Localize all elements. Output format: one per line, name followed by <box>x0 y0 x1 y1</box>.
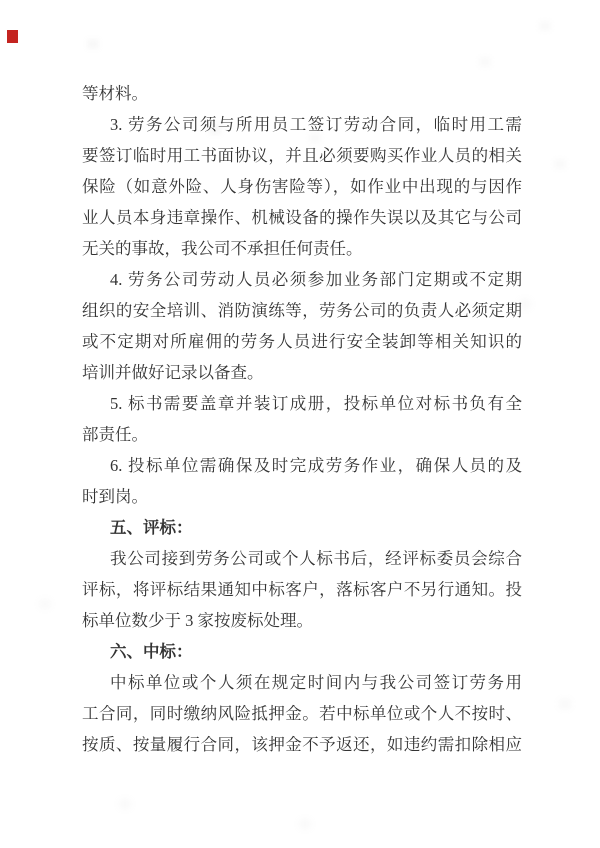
text-line: 要签订临时用工书面协议，并且必须要购买作业人员的相关 <box>82 146 522 165</box>
section-heading: 六、中标： <box>110 642 193 661</box>
text-line: 5. 标书需要盖章并装订成册，投标单位对标书负有全 <box>110 394 522 413</box>
text-line: 培训并做好记录以备查。 <box>82 363 264 382</box>
text-line: 中标单位或个人须在规定时间内与我公司签订劳务用 <box>110 673 522 692</box>
text-line: 4. 劳务公司劳动人员必须参加业务部门定期或不定期 <box>110 270 522 289</box>
text-line: 按质、按量履行合同，该押金不予返还，如违约需扣除相应 <box>82 735 522 754</box>
text-line: 评标，将评标结果通知中标客户，落标客户不另行通知。投 <box>82 580 522 599</box>
text-line: 或不定期对所雇佣的劳务人员进行安全装卸等相关知识的 <box>82 332 522 351</box>
text-line: 6. 投标单位需确保及时完成劳务作业，确保人员的及 <box>110 456 522 475</box>
text-line: 标单位数少于 3 家按废标处理。 <box>82 611 313 630</box>
section-heading: 五、评标： <box>110 518 193 537</box>
text-line: 业人员本身违章操作、机械设备的操作失误以及其它与公司 <box>82 208 522 227</box>
text-line: 3. 劳务公司须与所用员工签订劳动合同，临时用工需 <box>110 115 522 134</box>
text-line: 无关的事故，我公司不承担任何责任。 <box>82 239 363 258</box>
text-line: 我公司接到劳务公司或个人标书后，经评标委员会综合 <box>110 549 522 568</box>
red-stamp-mark-icon <box>7 30 18 43</box>
text-line: 等材料。 <box>82 84 148 103</box>
scan-noise-artifacts <box>0 0 10 8</box>
text-line: 组织的安全培训、消防演练等，劳务公司的负责人必须定期 <box>82 301 522 320</box>
text-line: 部责任。 <box>82 425 148 444</box>
text-line: 保险（如意外险、人身伤害险等），如作业中出现的与因作 <box>82 177 522 196</box>
document-text-block <box>82 78 522 760</box>
text-line: 工合同，同时缴纳风险抵押金。若中标单位或个人不按时、 <box>82 704 522 723</box>
text-line: 时到岗。 <box>82 487 148 506</box>
